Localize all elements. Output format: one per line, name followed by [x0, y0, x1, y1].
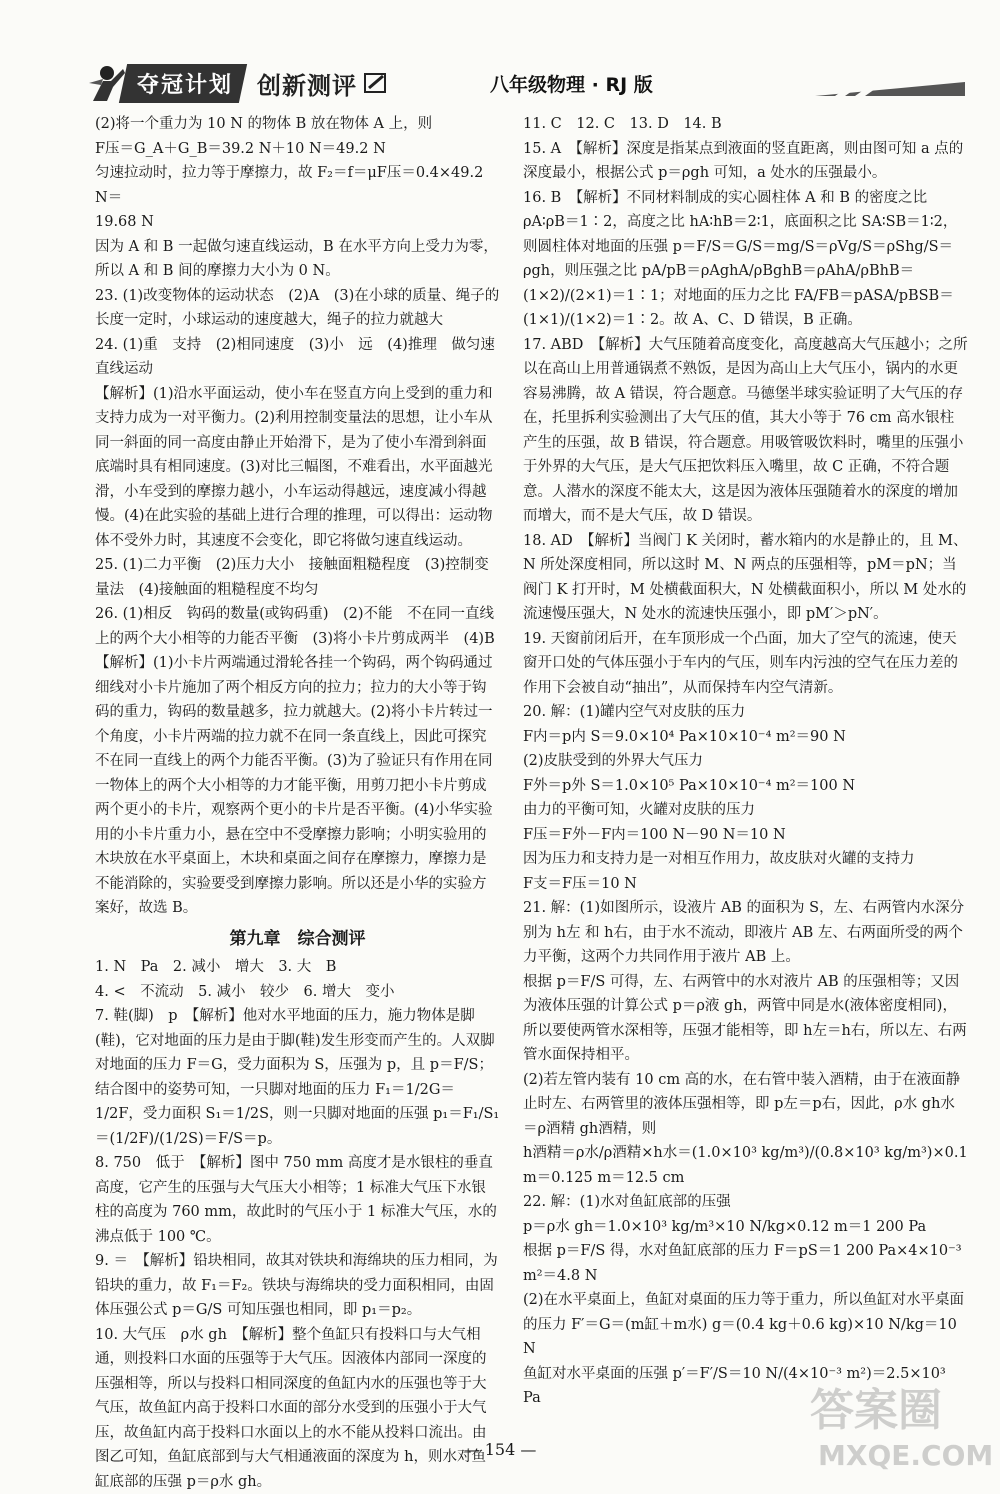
right-column	[523, 112, 968, 1411]
answer-16: 16. B 【解析】不同材料制成的实心圆柱体 A 和 B 的密度之比 ρA∶ρB＝1∶2，高度之比 hA∶hB＝2∶1，底面积之比 SA∶SB＝1∶2，则圆柱体对地面的压强 p＝F/S＝G/S＝mg/S＝ρVg/S＝ρShg/S＝ρgh，则压强之比 pA/pB＝ρAghA/ρBghB＝ρAhA/ρBhB＝(1×2)/(2×1)＝1∶1；对地面的压力之比 FA/FB＝pASA/pBSB＝(1×1)/(1×2)＝1∶2。故 A、C、D 错误，B 正确。	[523, 186, 968, 333]
answer-7: 7. 鞋(脚) p 【解析】他对水平地面的压力，施力物体是脚(鞋)，它对地面的压力是由于脚(鞋)发生形变而产生的。人双脚对地面的压力 F＝G，受力面积为 S，压强为 p，且 p＝F/S；结合图中的姿势可知，一只脚对地面的压力 F₁＝1/2G＝1/2F，受力面积 S₁＝1/2S，则一只脚对地面的压强 p₁＝F₁/S₁＝(1/2F)/(1/2S)＝F/S＝p。	[95, 1004, 500, 1151]
answers-4-6: 4. < 不流动 5. 减小 较少 6. 增大 变小	[95, 980, 500, 1005]
answer-21-part1: 21. 解：(1)如图所示，设液片 AB 的面积为 S，左、右两管内水深分别为 h左 和 h右，由于水不流动，即液片 AB 左、右两面所受的两个力平衡，这两个力共同作用于液片 AB 上。	[523, 896, 968, 970]
answer-20-line-6: 因为压力和支持力是一对相互作用力，故皮肤对火罐的支持力	[523, 847, 968, 872]
answer-20-line-5: F压＝F外－F内＝100 N－90 N＝10 N	[523, 823, 968, 848]
answer-20-line-1: F内＝p内 S＝9.0×10⁴ Pa×10×10⁻⁴ m²＝90 N	[523, 725, 968, 750]
answer-20-line-3: F外＝p外 S＝1.0×10⁵ Pa×10×10⁻⁴ m²＝100 N	[523, 774, 968, 799]
watermark-logo	[800, 1370, 990, 1475]
page-number: — 154 —	[0, 1440, 1000, 1459]
q22-formula-3: 19.68 N	[95, 210, 500, 235]
q22-formula-1: F压＝G_A＋G_B＝39.2 N＋10 N＝49.2 N	[95, 137, 500, 162]
answer-22-line-4: 鱼缸对水平桌面的压强 p′＝F′/S＝10 N/(4×10⁻³ m²)＝2.5×10³ Pa	[523, 1362, 968, 1411]
answer-24: 24. (1)重 支持 (2)相同速度 (3)小 远 (4)推理 做匀速直线运动	[95, 333, 500, 382]
answer-22-line-2: 根据 p＝F/S 得，水对鱼缸底部的压力 F＝pS＝1 200 Pa×4×10⁻³ m²＝4.8 N	[523, 1239, 968, 1288]
answer-20-line-4: 由力的平衡可知，火罐对皮肤的压力	[523, 798, 968, 823]
answer-21-part2: (2)若左管内装有 10 cm 高的水，在右管中装入酒精，由于在液面静止时左、右两管里的液体压强相等，即 p左＝p右，因此，ρ水 gh水＝ρ酒精 gh酒精，则	[523, 1068, 968, 1142]
header-stripe	[815, 82, 965, 96]
answer-22-line-1: p＝ρ水 gh＝1.0×10³ kg/m³×10 N/kg×0.12 m＝1 200 Pa	[523, 1215, 968, 1240]
answer-21-formula: h酒精＝ρ水/ρ酒精×h水＝(1.0×10³ kg/m³)/(0.8×10³ kg/m³)×0.1 m＝0.125 m＝12.5 cm	[523, 1141, 968, 1190]
answer-20-intro: 20. 解：(1)罐内空气对皮肤的压力	[523, 700, 968, 725]
q22-conclusion: 因为 A 和 B 一起做匀速直线运动，B 在水平方向上受力为零，所以 A 和 B 间的摩擦力大小为 0 N。	[95, 235, 500, 284]
answers-11-14: 11. C 12. C 13. D 14. B	[523, 112, 968, 137]
answer-17: 17. ABD 【解析】大气压随着高度变化，高度越高大气压越小；之所以在高山上用普通锅煮不熟饭，是因为高山上大气压小，锅内的水更容易沸腾，故 A 错误，符合题意。马德堡半球实验证明了大气压的存在，托里拆利实验测出了大气压的值，其大小等于 76 cm 高水银柱产生的压强，故 B 错误，符合题意。用吸管吸饮料时，嘴里的压强小于外界的大气压，是大气压把饮料压入嘴里，故 C 正确，不符合题意。人潜水的深度不能太大，这是因为液体压强随着水的深度的增加而增大，而不是大气压，故 D 错误。	[523, 333, 968, 529]
answer-19: 19. 天窗前闭后开，在车顶形成一个凸面，加大了空气的流速，使天窗开口处的气体压强小于车内的气压，则车内污浊的空气在压力差的作用下会被自动“抽出”，从而保持车内空气清新。	[523, 627, 968, 701]
left-column	[95, 112, 500, 1494]
answer-10: 10. 大气压 ρ水 gh 【解析】整个鱼缸只有投料口与大气相通，则投料口水面的压强等于大气压。因液体内部同一深度的压强相等，所以与投料口相同深度的鱼缸内水的压强也等于大气压，故鱼缸内高于投料口水面的部分水受到的压强小于大气压，故鱼缸内高于投料口水面以上的水不能从投料口流出。由图乙可知，鱼缸底部到与大气相通液面的深度为 h，则水对鱼缸底部的压强 p＝ρ水 gh。	[95, 1323, 500, 1494]
answer-20-line-7: F支＝F压＝10 N	[523, 872, 968, 897]
answer-23: 23. (1)改变物体的运动状态 (2)A (3)在小球的质量、绳子的长度一定时，小球运动的速度越大，绳子的拉力就越大	[95, 284, 500, 333]
analysis-24: 【解析】(1)沿水平面运动，使小车在竖直方向上受到的重力和支持力成为一对平衡力。(2)利用控制变量法的思想，让小车从同一斜面的同一高度由静止开始滑下，是为了使小车滑到斜面底端时具有相同速度。(3)对比三幅图，不难看出，水平面越光滑，小车受到的摩擦力越小，小车运动得越远，速度减小得越慢。(4)在此实验的基础上进行合理的推理，可以得出：运动物体不受外力时，其速度不会变化，即它将做匀速直线运动。	[95, 382, 500, 554]
logo-banner: 夺冠计划	[119, 64, 247, 103]
series-logo	[85, 58, 389, 108]
answers-1-3: 1. N Pa 2. 减小 增大 3. 大 B	[95, 955, 500, 980]
book-title: 八年级物理 · RJ 版	[490, 70, 653, 97]
chapter-heading: 第九章 综合测评	[95, 927, 500, 952]
page-header	[85, 58, 965, 108]
answer-20-line-2: (2)皮肤受到的外界大气压力	[523, 749, 968, 774]
pen-icon	[363, 72, 389, 94]
analysis-26: 【解析】(1)小卡片两端通过滑轮各挂一个钩码，两个钩码通过细线对小卡片施加了两个相反方向的拉力；拉力的大小等于钩码的重力，钩码的数量越多，拉力就越大。(2)将小卡片转过一个角度，小卡片两端的拉力就不在同一条直线上，因此可探究不在同一直线上的两个力能否平衡。(3)为了验证只有作用在同一物体上的两个大小相等的力才能平衡，用剪刀把小卡片剪成两个更小的卡片，观察两个更小的卡片是否平衡。(4)小华实验用的小卡片重力小，悬在空中不受摩擦力影响；小明实验用的木块放在水平桌面上，木块和桌面之间存在摩擦力，摩擦力是不能消除的，实验要受到摩擦力影响。所以还是小华的实验方案好，故选 B。	[95, 651, 500, 921]
q22-formula-2: 匀速拉动时，拉力等于摩擦力，故 F₂＝f＝μF压＝0.4×49.2 N＝	[95, 161, 500, 210]
answer-8: 8. 750 低于 【解析】图中 750 mm 高度才是水银柱的垂直高度，它产生的压强与大气压大小相等；1 标准大气压下水银柱的高度为 760 mm，故此时的气压小于 1 标准大气压，水的沸点低于 100 ℃。	[95, 1151, 500, 1249]
answer-9: 9. ＝ 【解析】铅块相同，故其对铁块和海绵块的压力相同，为铅块的重力，故 F₁＝F₂。铁块与海绵块的受力面积相同，由固体压强公式 p＝G/S 可知压强也相同，即 p₁＝p₂。	[95, 1249, 500, 1323]
answer-22-line-3: (2)在水平桌面上，鱼缸对桌面的压力等于重力，所以鱼缸对水平桌面的压力 F′＝G＝(m缸＋m水) g＝(0.4 kg＋0.6 kg)×10 N/kg＝10 N	[523, 1288, 968, 1362]
series-title: 创新测评	[257, 66, 357, 101]
answer-25: 25. (1)二力平衡 (2)压力大小 接触面粗糙程度 (3)控制变量法 (4)接触面的粗糙程度不均匀	[95, 553, 500, 602]
q22-part2-text: (2)将一个重力为 10 N 的物体 B 放在物体 A 上，则	[95, 112, 500, 137]
answer-26: 26. (1)相反 钩码的数量(或钩码重) (2)不能 不在同一直线上的两个大小相等的力能否平衡 (3)将小卡片剪成两半 (4)B	[95, 602, 500, 651]
answer-22-intro: 22. 解：(1)水对鱼缸底部的压强	[523, 1190, 968, 1215]
answer-21-part1-cont: 根据 p＝F/S 可得，左、右两管中的水对液片 AB 的压强相等；又因为液体压强的计算公式 p＝ρ液 gh，两管中同是水(液体密度相同)，所以要使两管水深相等，压强才能相等，即 h左＝h右，所以左、右两管水面保持相平。	[523, 970, 968, 1068]
watermark-line1: 答案圈	[810, 1385, 942, 1436]
watermark-line2: MXQE.COM	[818, 1439, 993, 1472]
answer-15: 15. A 【解析】深度是指某点到液面的竖直距离，则由图可知 a 点的深度最小，根据公式 p＝ρgh 可知，a 处水的压强最小。	[523, 137, 968, 186]
answer-18: 18. AD 【解析】当阀门 K 关闭时，蓄水箱内的水是静止的，且 M、N 所处深度相同，所以这时 M、N 两点的压强相等，pM＝pN；当阀门 K 打开时，M 处横截面积大，N 处横截面积小，所以 M 处水的流速慢压强大，N 处水的流速快压强小，即 pM′＞pN′。	[523, 529, 968, 627]
